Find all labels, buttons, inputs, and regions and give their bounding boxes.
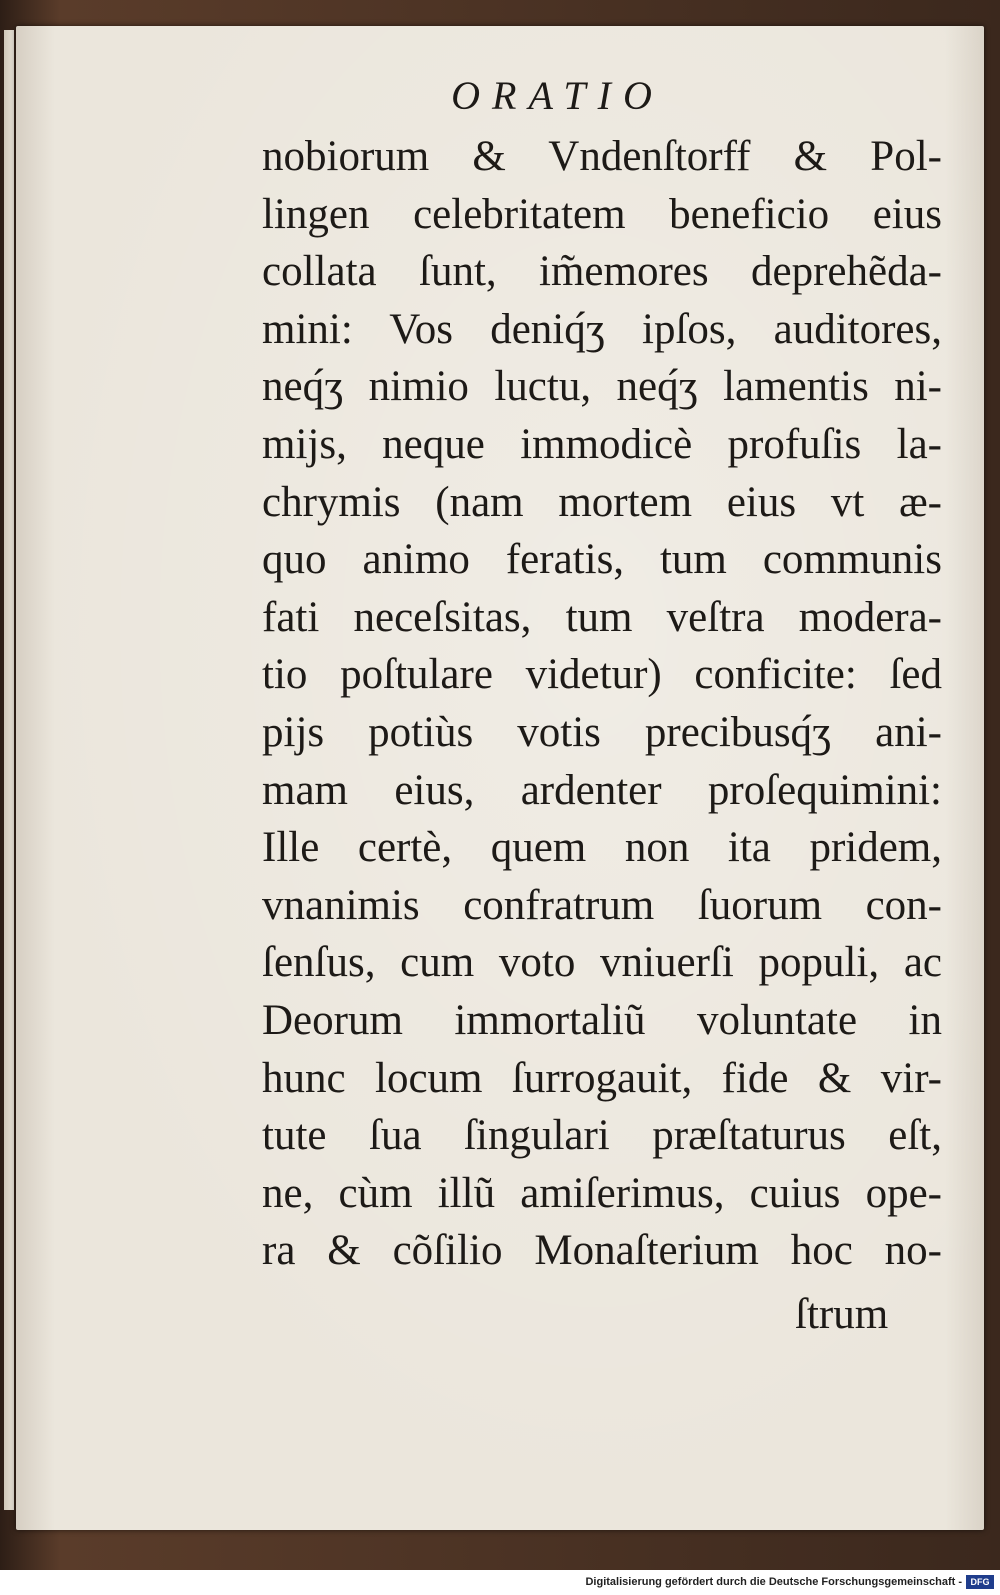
text-line: mini: Vos deniq́ʒ ipſos, auditores,: [262, 305, 942, 353]
catchword: ſtrum: [795, 1291, 889, 1338]
text-line: lingen celebritatem beneficio eius: [262, 190, 942, 238]
text-line: chrymis (nam mortem eius vt æ-: [262, 478, 942, 526]
text-line: ſenſus, cum voto vniuerſi populi, ac: [262, 939, 942, 987]
text-line: ra & cõſilio Monaſterium hoc no-: [262, 1227, 942, 1275]
text-line: quo animo feratis, tum communis: [262, 536, 942, 584]
text-line: ne, cùm illũ amiſerimus, cuius ope-: [262, 1169, 942, 1217]
text-line: collata ſunt, im̃emores deprehẽda-: [262, 248, 942, 296]
text-line: vnanimis confratrum ſuorum con-: [262, 881, 942, 929]
text-line: fati neceſsitas, tum veſtra modera-: [262, 593, 942, 641]
body-text: [262, 128, 942, 1280]
text-line: mijs, neque immodicè profuſis la-: [262, 420, 942, 468]
text-line: pijs potiùs votis precibusq́ʒ ani-: [262, 708, 942, 756]
funding-credit: Digitalisierung gefördert durch die Deutsche Forschungsgemeinschaft -: [585, 1576, 962, 1588]
text-line: Deorum immortaliũ voluntate in: [262, 996, 942, 1044]
dfg-logo-icon: DFG: [966, 1575, 994, 1589]
text-line: Ille certè, quem non ita pridem,: [262, 824, 942, 872]
running-head: ORATIO: [451, 73, 664, 118]
text-line: mam eius, ardenter proſequimini:: [262, 766, 942, 814]
text-line: tute ſua ſingulari præſtaturus eſt,: [262, 1112, 942, 1160]
text-line: tio poſtulare videtur) conficite: ſed: [262, 651, 942, 699]
text-line: hunc locum ſurrogauit, fide & vir-: [262, 1054, 942, 1102]
text-line: neq́ʒ nimio luctu, neq́ʒ lamentis ni-: [262, 363, 942, 411]
page-edge: [4, 30, 14, 1510]
text-line: nobiorum & Vndenſtorff & Pol-: [262, 133, 942, 180]
